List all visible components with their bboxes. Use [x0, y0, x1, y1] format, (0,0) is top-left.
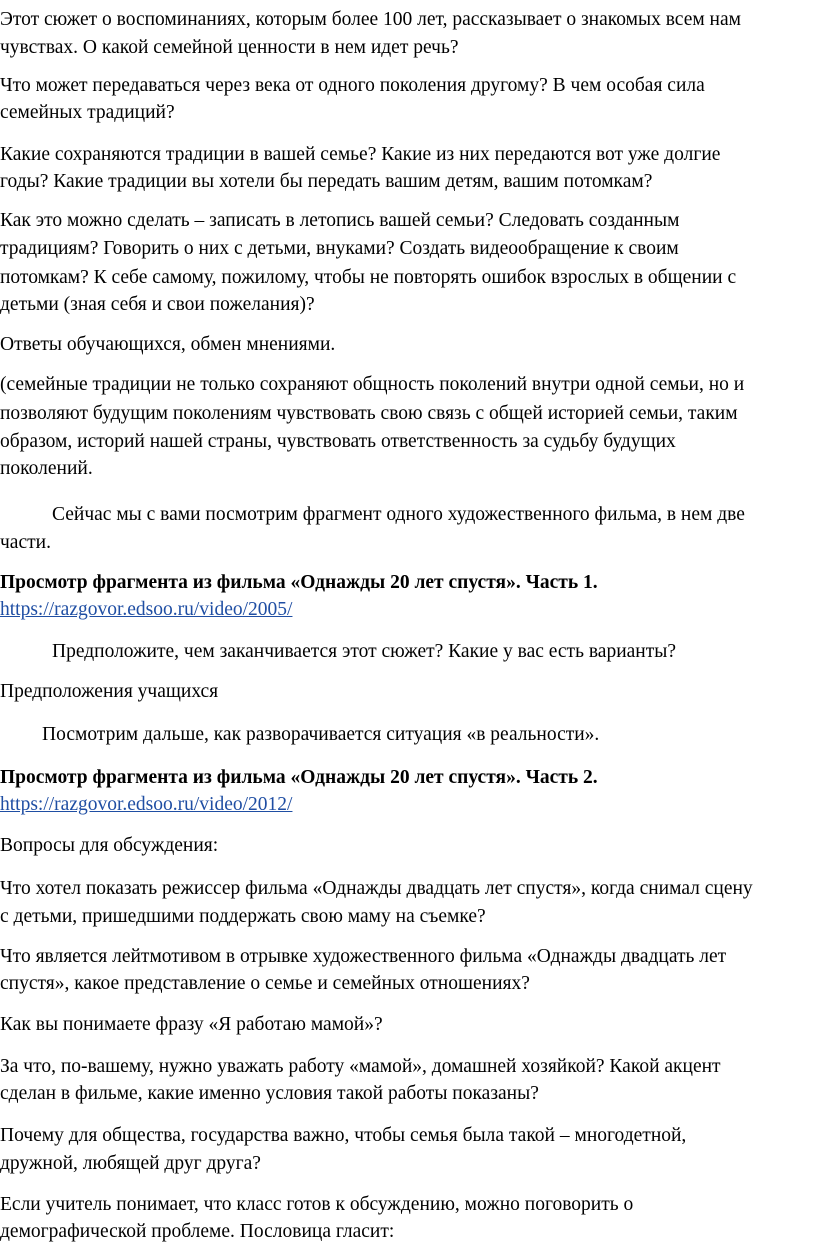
video-1-link[interactable]: https://razgovor.edsoo.ru/video/2005/ — [0, 599, 293, 620]
paragraph-intro-line-1: Сейчас мы с вами посмотрим фрагмент одного художественного фильма, в нем две — [52, 504, 745, 525]
question-2-line-2: спустя», какое представление о семье и семейных отношениях? — [0, 973, 530, 994]
paragraph-note-line-2: позволяют будущим поколениям чувствовать свою связь с общей историей семьи, таким — [0, 403, 738, 424]
paragraph-chronicle-line-1: Как это можно сделать – записать в летопись вашей семьи? Следовать созданным — [0, 210, 680, 231]
question-4-line-2: сделан в фильме, какие именно условия такой работы показаны? — [0, 1083, 539, 1104]
paragraph-guess: Предположите, чем заканчивается этот сюжет? Какие у вас есть варианты? — [52, 641, 677, 662]
question-1-line-1: Что хотел показать режиссер фильма «Однажды двадцать лет спустя», когда снимал сцену — [0, 878, 753, 899]
question-3: Как вы понимаете фразу «Я работаю мамой»? — [0, 1014, 383, 1035]
video-1-heading: Просмотр фрагмента из фильма «Однажды 20 лет спустя». Часть 1. — [0, 572, 598, 593]
paragraph-traditions-line-2: годы? Какие традиции вы хотели бы передать вашим детям, вашим потомкам? — [0, 171, 653, 192]
paragraph-chronicle-line-3: потомкам? К себе самому, пожилому, чтобы не повторять ошибок взрослых в общении с — [0, 267, 737, 288]
paragraph-note-line-1: (семейные традиции не только сохраняют общность поколений внутри одной семьи, но и — [0, 374, 745, 395]
video-2-link[interactable]: https://razgovor.edsoo.ru/video/2012/ — [0, 794, 293, 815]
video-2-heading: Просмотр фрагмента из фильма «Однажды 20 лет спустя». Часть 2. — [0, 767, 598, 788]
question-2-line-1: Что является лейтмотивом в отрывке художественного фильма «Однажды двадцать лет — [0, 946, 727, 967]
paragraph-chronicle-line-4: детьми (зная себя и свои пожелания)? — [0, 294, 315, 315]
paragraph-answers: Ответы обучающихся, обмен мнениями. — [0, 334, 336, 355]
question-5-line-1: Почему для общества, государства важно, чтобы семья была такой – многодетной, — [0, 1125, 687, 1146]
question-5-line-2: дружной, любящей друг друга? — [0, 1153, 261, 1174]
paragraph-memories-line-1: Этот сюжет о воспоминаниях, которым более 100 лет, рассказывает о знакомых всем нам — [0, 9, 741, 30]
paragraph-chronicle-line-2: традициям? Говорить о них с детьми, внуками? Создать видеообращение к своим — [0, 238, 679, 259]
paragraph-traditions-line-1: Какие сохраняются традиции в вашей семье? Какие из них передаются вот уже долгие — [0, 144, 721, 165]
paragraph-student-guesses: Предположения учащихся — [0, 681, 219, 702]
paragraph-intro-line-2: части. — [0, 532, 51, 553]
paragraph-continue: Посмотрим дальше, как разворачивается ситуация «в реальности». — [42, 724, 600, 745]
paragraph-demography-line-1: Если учитель понимает, что класс готов к обсуждению, можно поговорить о — [0, 1194, 634, 1215]
paragraph-memories-line-2: чувствах. О какой семейной ценности в нем идет речь? — [0, 37, 459, 58]
question-4-line-1: За что, по-вашему, нужно уважать работу «мамой», домашней хозяйкой? Какой акцент — [0, 1056, 721, 1077]
paragraph-discussion-questions: Вопросы для обсуждения: — [0, 835, 219, 856]
question-1-line-2: с детьми, пришедшими поддержать свою маму на съемке? — [0, 906, 486, 927]
paragraph-generations-line-2: семейных традиций? — [0, 102, 175, 123]
paragraph-note-line-3: образом, историй нашей страны, чувствовать ответственность за судьбу будущих — [0, 431, 676, 452]
paragraph-generations-line-1: Что может передаваться через века от одного поколения другому? В чем особая сила — [0, 75, 705, 96]
paragraph-note-line-4: поколений. — [0, 458, 93, 479]
paragraph-demography-line-2: демографической проблеме. Пословица гласит: — [0, 1221, 395, 1242]
